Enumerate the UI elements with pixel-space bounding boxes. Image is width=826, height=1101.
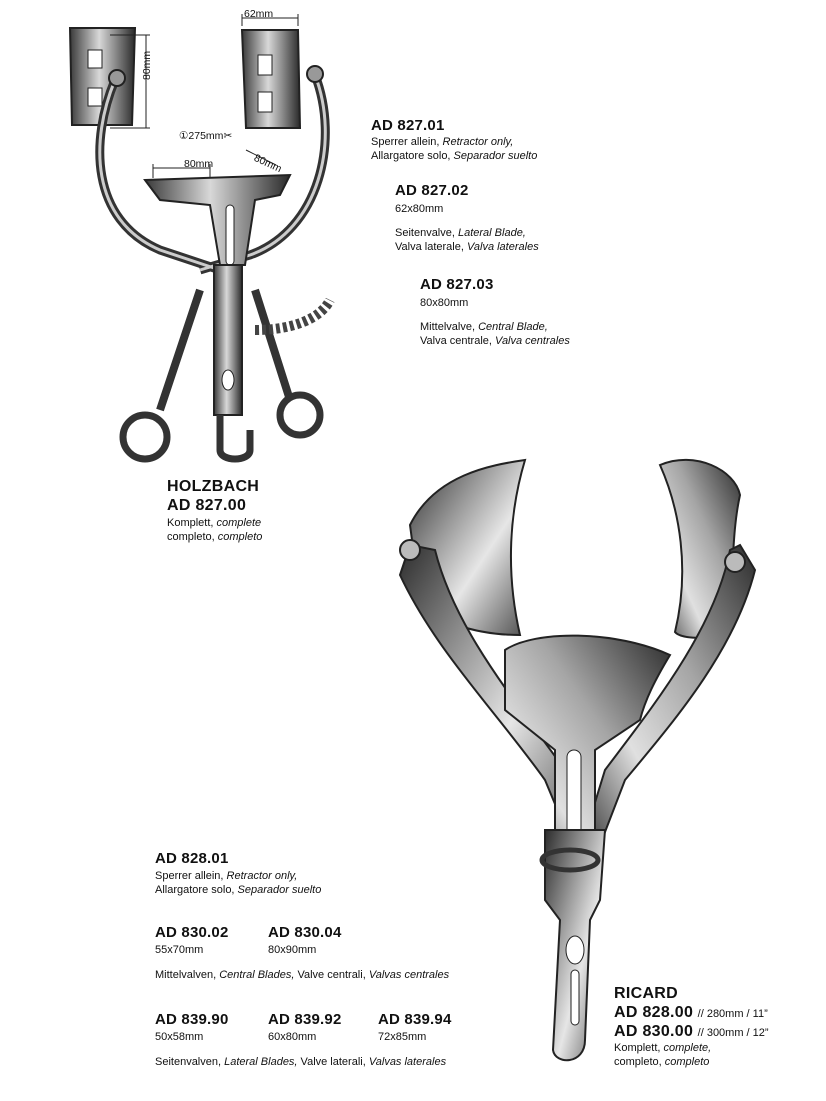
dim-length-label: ①275mm✂ [179, 130, 233, 142]
ad82701-code: AD 827.01 [371, 117, 445, 134]
ad82801-code: AD 828.01 [155, 850, 229, 867]
ad83002-size: 55x70mm [155, 944, 204, 956]
ricard-name: RICARD [614, 985, 679, 1002]
ad83004-size: 80x90mm [268, 944, 317, 956]
ad83992-size: 60x80mm [268, 1031, 317, 1043]
holzbach-desc: Komplett, complete completo, completo [167, 517, 263, 543]
dim-top-label: 62mm [244, 8, 274, 20]
ad83990-size: 50x58mm [155, 1031, 204, 1043]
ad83004-code: AD 830.04 [268, 924, 342, 941]
ricard-retractor-illustration [395, 450, 765, 1075]
ad83990-code: AD 839.90 [155, 1011, 229, 1028]
central-blades-desc: Mittelvalven, Central Blades, Valve centrali, Valvas centrales [155, 969, 450, 981]
ad82701-desc: Sperrer allein, Retractor only, Allargatore solo, Separador suelto [371, 136, 538, 162]
scissors-icon: ✂ [223, 130, 233, 142]
holzbach-name: HOLZBACH [167, 478, 260, 495]
ricard-ad82800: AD 828.00 // 280mm / 11” [614, 1004, 768, 1021]
dim-mid-width-label: 80mm [184, 158, 214, 170]
ad83992-code: AD 839.92 [268, 1011, 342, 1028]
holzbach-retractor-illustration [50, 0, 350, 470]
ricard-desc: Komplett, complete, completo, completo [614, 1042, 712, 1068]
dim-side-label: 80mm [141, 50, 153, 80]
ad82703-desc: Mittelvalve, Central Blade, Valva centrale, Valva centrales [420, 321, 570, 347]
lateral-blades-desc: Seitenvalven, Lateral Blades, Valve laterali, Valvas laterales [155, 1056, 447, 1068]
ad82702-desc: Seitenvalve, Lateral Blade, Valva laterale, Valva laterales [395, 227, 539, 253]
ad83002-code: AD 830.02 [155, 924, 229, 941]
holzbach-code: AD 827.00 [167, 497, 247, 514]
ad82702-code: AD 827.02 [395, 182, 469, 199]
ad82702-size: 62x80mm [395, 203, 444, 215]
ad82801-desc: Sperrer allein, Retractor only, Allargatore solo, Separador suelto [155, 870, 322, 896]
dim-mid-depth-label: 80mm [251, 152, 284, 176]
ad82703-code: AD 827.03 [420, 276, 494, 293]
ricard-ad83000: AD 830.00 // 300mm / 12” [614, 1023, 769, 1040]
ad82703-size: 80x80mm [420, 297, 469, 309]
ad83994-size: 72x85mm [378, 1031, 427, 1043]
ad83994-code: AD 839.94 [378, 1011, 452, 1028]
